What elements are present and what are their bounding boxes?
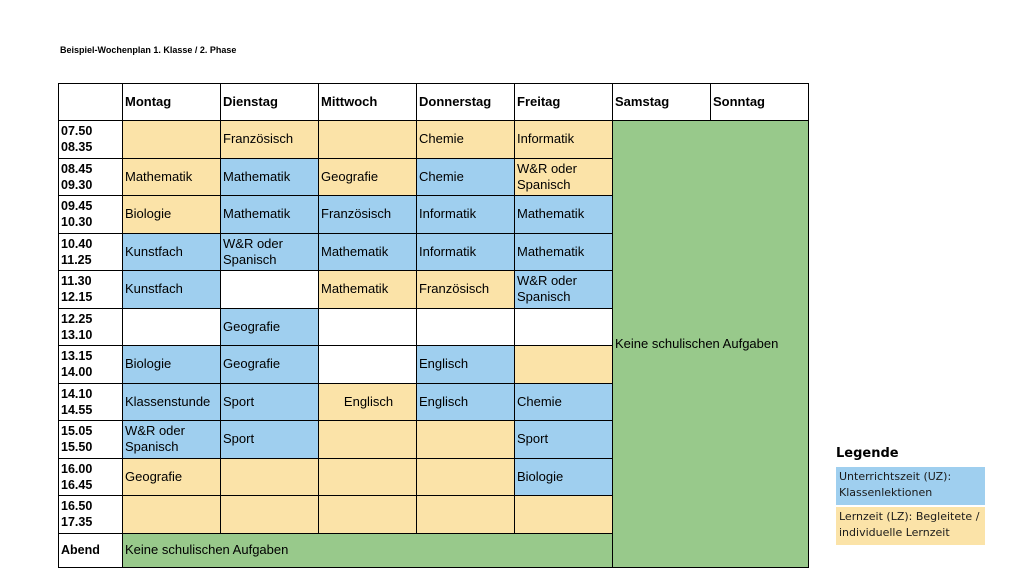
lesson-cell: Französisch — [417, 271, 515, 309]
lesson-cell: Geografie — [123, 458, 221, 496]
time-start: 11.30 — [61, 274, 92, 289]
lesson-cell: Sport — [515, 421, 613, 459]
time-end: 14.55 — [61, 402, 93, 417]
time-cell — [59, 346, 123, 384]
time-cell — [59, 308, 123, 346]
lesson-cell — [221, 496, 319, 534]
lesson-cell: Mathematik — [319, 271, 417, 309]
lesson-cell — [319, 121, 417, 159]
lesson-cell: Biologie — [123, 346, 221, 384]
time-cell — [59, 233, 123, 271]
lesson-cell: Informatik — [515, 121, 613, 159]
time-cell — [59, 121, 123, 159]
evening-label: Abend — [59, 533, 123, 567]
lesson-cell: Mathematik — [221, 196, 319, 234]
schedule-body — [59, 121, 809, 568]
time-start: 07.50 — [61, 124, 93, 139]
lesson-cell: Mathematik — [319, 233, 417, 271]
lesson-cell: Geografie — [319, 158, 417, 196]
time-cell — [59, 383, 123, 421]
weekend-cell: Keine schulischen Aufgaben — [613, 121, 809, 568]
time-start: 08.45 — [61, 161, 93, 176]
day-header-montag: Montag — [123, 84, 221, 121]
lesson-cell — [417, 458, 515, 496]
day-header-mittwoch: Mittwoch — [319, 84, 417, 121]
time-start: 09.45 — [61, 199, 93, 214]
header-row — [59, 84, 809, 121]
lesson-cell: W&R oder Spanisch — [123, 421, 221, 459]
lesson-cell: Mathematik — [515, 233, 613, 271]
time-end: 11.25 — [61, 252, 92, 267]
lesson-cell: W&R oder Spanisch — [515, 158, 613, 196]
day-header-dienstag: Dienstag — [221, 84, 319, 121]
lesson-cell — [417, 308, 515, 346]
lesson-cell: Chemie — [417, 121, 515, 159]
lesson-cell: Klassenstunde — [123, 383, 221, 421]
lesson-cell: Chemie — [515, 383, 613, 421]
time-end: 16.45 — [61, 477, 93, 492]
lesson-cell: W&R oder Spanisch — [515, 271, 613, 309]
lesson-cell: Französisch — [319, 196, 417, 234]
lesson-cell: Kunstfach — [123, 233, 221, 271]
time-start: 16.00 — [61, 461, 93, 476]
lesson-cell: Informatik — [417, 196, 515, 234]
lesson-cell: Geografie — [221, 346, 319, 384]
lesson-cell — [221, 458, 319, 496]
time-cell — [59, 421, 123, 459]
lesson-cell: Englisch — [417, 346, 515, 384]
day-header-samstag: Samstag — [613, 84, 711, 121]
lesson-cell — [319, 346, 417, 384]
lesson-cell: Informatik — [417, 233, 515, 271]
time-start: 16.50 — [61, 499, 93, 514]
day-header-sonntag: Sonntag — [711, 84, 809, 121]
lesson-cell: Biologie — [123, 196, 221, 234]
lesson-cell — [515, 346, 613, 384]
time-cell — [59, 196, 123, 234]
time-start: 10.40 — [61, 236, 93, 251]
evening-cell: Keine schulischen Aufgaben — [123, 533, 613, 567]
legend-unterrichtszeit: Unterrichtszeit (UZ): Klassenlektionen — [836, 467, 985, 505]
time-cell — [59, 158, 123, 196]
weekly-schedule-table — [58, 83, 809, 568]
lesson-cell — [417, 496, 515, 534]
lesson-cell — [123, 496, 221, 534]
lesson-cell: Mathematik — [123, 158, 221, 196]
lesson-cell — [123, 308, 221, 346]
day-header-freitag: Freitag — [515, 84, 613, 121]
legend-title: Legende — [836, 446, 899, 461]
document-title: Beispiel-Wochenplan 1. Klasse / 2. Phase — [60, 45, 237, 55]
lesson-cell: Englisch — [319, 383, 417, 421]
lesson-cell — [319, 496, 417, 534]
lesson-cell — [319, 458, 417, 496]
lesson-cell: Geografie — [221, 308, 319, 346]
time-start: 15.05 — [61, 424, 93, 439]
legend — [836, 446, 985, 545]
time-end: 08.35 — [61, 140, 93, 155]
lesson-cell — [515, 308, 613, 346]
lesson-cell: Sport — [221, 421, 319, 459]
time-end: 09.30 — [61, 177, 93, 192]
lesson-cell: Französisch — [221, 121, 319, 159]
time-end: 17.35 — [61, 515, 93, 530]
time-end: 12.15 — [61, 290, 93, 305]
lesson-cell — [319, 421, 417, 459]
time-start: 14.10 — [61, 386, 93, 401]
lesson-cell: Chemie — [417, 158, 515, 196]
lesson-cell: Kunstfach — [123, 271, 221, 309]
time-end: 10.30 — [61, 215, 93, 230]
lesson-cell: Mathematik — [515, 196, 613, 234]
time-start: 12.25 — [61, 311, 93, 326]
time-end: 15.50 — [61, 440, 93, 455]
time-start: 13.15 — [61, 349, 93, 364]
lesson-cell: Biologie — [515, 458, 613, 496]
lesson-cell — [319, 308, 417, 346]
time-cell — [59, 271, 123, 309]
lesson-cell: W&R oder Spanisch — [221, 233, 319, 271]
day-header-donnerstag: Donnerstag — [417, 84, 515, 121]
lesson-cell — [417, 421, 515, 459]
time-end: 14.00 — [61, 365, 93, 380]
lesson-cell: Sport — [221, 383, 319, 421]
schedule-row — [59, 121, 809, 159]
lesson-cell: Mathematik — [221, 158, 319, 196]
corner-cell — [59, 84, 123, 121]
lesson-cell — [123, 121, 221, 159]
lesson-cell — [221, 271, 319, 309]
lesson-cell — [515, 496, 613, 534]
time-cell — [59, 496, 123, 534]
time-end: 13.10 — [61, 327, 93, 342]
time-cell — [59, 458, 123, 496]
legend-lernzeit: Lernzeit (LZ): Begleitete / individuelle Lernzeit — [836, 507, 985, 545]
lesson-cell: Englisch — [417, 383, 515, 421]
